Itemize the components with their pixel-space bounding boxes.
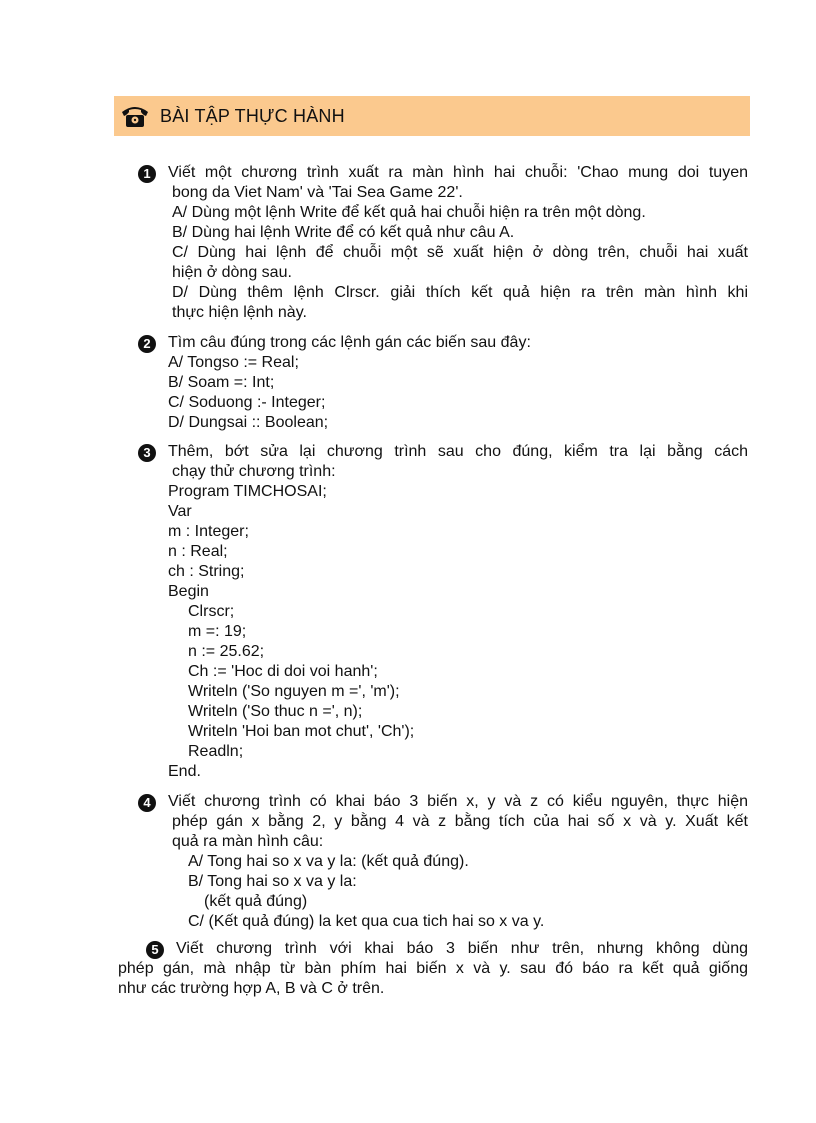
q4-intro-line-1: Viết chương trình có khai báo 3 biến x, y và z có kiểu nguyên, thực hiện bbox=[168, 793, 748, 810]
phone-icon bbox=[120, 103, 150, 129]
section-header bbox=[114, 96, 750, 136]
q1-intro-line-2: bong da Viet Nam' và 'Tai Sea Game 22'. bbox=[172, 184, 463, 201]
question-3 bbox=[140, 442, 748, 782]
code-line: m : Integer; bbox=[168, 523, 249, 540]
q5-line-2: phép gán, mà nhập từ bàn phím hai biến x và y. sau đó báo ra kết quả giống bbox=[118, 960, 748, 977]
code-line: Program TIMCHOSAI; bbox=[168, 483, 327, 500]
q5-line-1: Viết chương trình với khai báo 3 biến như trên, nhưng không dùng bbox=[176, 940, 748, 957]
q4-intro-line-3: quả ra màn hình câu: bbox=[172, 833, 324, 850]
code-line: n := 25.62; bbox=[188, 643, 265, 660]
q1-intro-line-1: Viết một chương trình xuất ra màn hình hai chuỗi: 'Chao mung doi tuyen bbox=[168, 164, 748, 181]
q3-intro-line-1: Thêm, bớt sửa lại chương trình sau cho đúng, kiểm tra lại bằng cách bbox=[168, 443, 748, 460]
number-badge-3: 3 bbox=[138, 444, 156, 462]
question-1 bbox=[140, 163, 748, 323]
code-line: Writeln ('So nguyen m =', 'm'); bbox=[188, 683, 400, 700]
q1-item-d: D/ Dùng thêm lệnh Clrscr. giải thích kết quả hiện ra trên màn hình khi bbox=[172, 284, 748, 301]
code-line: Var bbox=[168, 503, 192, 520]
code-line: Writeln 'Hoi ban mot chut', 'Ch'); bbox=[188, 723, 415, 740]
page-title: BÀI TẬP THỰC HÀNH bbox=[160, 105, 345, 126]
q4-item-b: B/ Tong hai so x va y la: bbox=[188, 873, 357, 890]
code-line: Readln; bbox=[188, 743, 244, 760]
q5-line-3: như các trường hợp A, B và C ở trên. bbox=[118, 980, 385, 997]
code-line: Writeln ('So thuc n =', n); bbox=[188, 703, 363, 720]
code-line: End. bbox=[168, 763, 201, 780]
code-line: n : Real; bbox=[168, 543, 228, 560]
q1-item-b: B/ Dùng hai lệnh Write để có kết quả như câu A. bbox=[172, 224, 515, 241]
q4-item-a: A/ Tong hai so x va y la: (kết quả đúng). bbox=[188, 853, 469, 870]
q2-item-a: A/ Tongso := Real; bbox=[168, 354, 299, 371]
number-badge-2: 2 bbox=[138, 335, 156, 353]
number-badge-1: 1 bbox=[138, 165, 156, 183]
q2-intro: Tìm câu đúng trong các lệnh gán các biến sau đây: bbox=[168, 334, 531, 351]
question-5 bbox=[118, 939, 748, 999]
question-4 bbox=[140, 792, 748, 932]
q2-item-b: B/ Soam =: Int; bbox=[168, 374, 275, 391]
q2-item-c: C/ Soduong :- Integer; bbox=[168, 394, 326, 411]
number-badge-5: 5 bbox=[146, 941, 164, 959]
q1-item-c-cont: hiện ở dòng sau. bbox=[172, 264, 292, 281]
code-line: ch : String; bbox=[168, 563, 245, 580]
code-line: Begin bbox=[168, 583, 209, 600]
q2-item-d: D/ Dungsai :: Boolean; bbox=[168, 414, 329, 431]
q4-item-c: C/ (Kết quả đúng) la ket qua cua tich hai so x va y. bbox=[188, 913, 545, 930]
q1-item-d-cont: thực hiện lệnh này. bbox=[172, 304, 307, 321]
code-line: m =: 19; bbox=[188, 623, 247, 640]
code-line: Clrscr; bbox=[188, 603, 235, 620]
q1-item-c: C/ Dùng hai lệnh để chuỗi một sẽ xuất hiện ở dòng trên, chuỗi hai xuất bbox=[172, 244, 748, 261]
q3-intro-line-2: chạy thử chương trình: bbox=[172, 463, 336, 480]
q4-item-b-cont: (kết quả đúng) bbox=[204, 893, 308, 910]
number-badge-4: 4 bbox=[138, 794, 156, 812]
code-line: Ch := 'Hoc di doi voi hanh'; bbox=[188, 663, 378, 680]
question-2 bbox=[140, 333, 748, 433]
q1-item-a: A/ Dùng một lệnh Write để kết quả hai chuỗi hiện ra trên một dòng. bbox=[172, 204, 646, 221]
q4-intro-line-2: phép gán x bằng 2, y bằng 4 và z bằng tích của hai số x và y. Xuất kết bbox=[172, 813, 748, 830]
